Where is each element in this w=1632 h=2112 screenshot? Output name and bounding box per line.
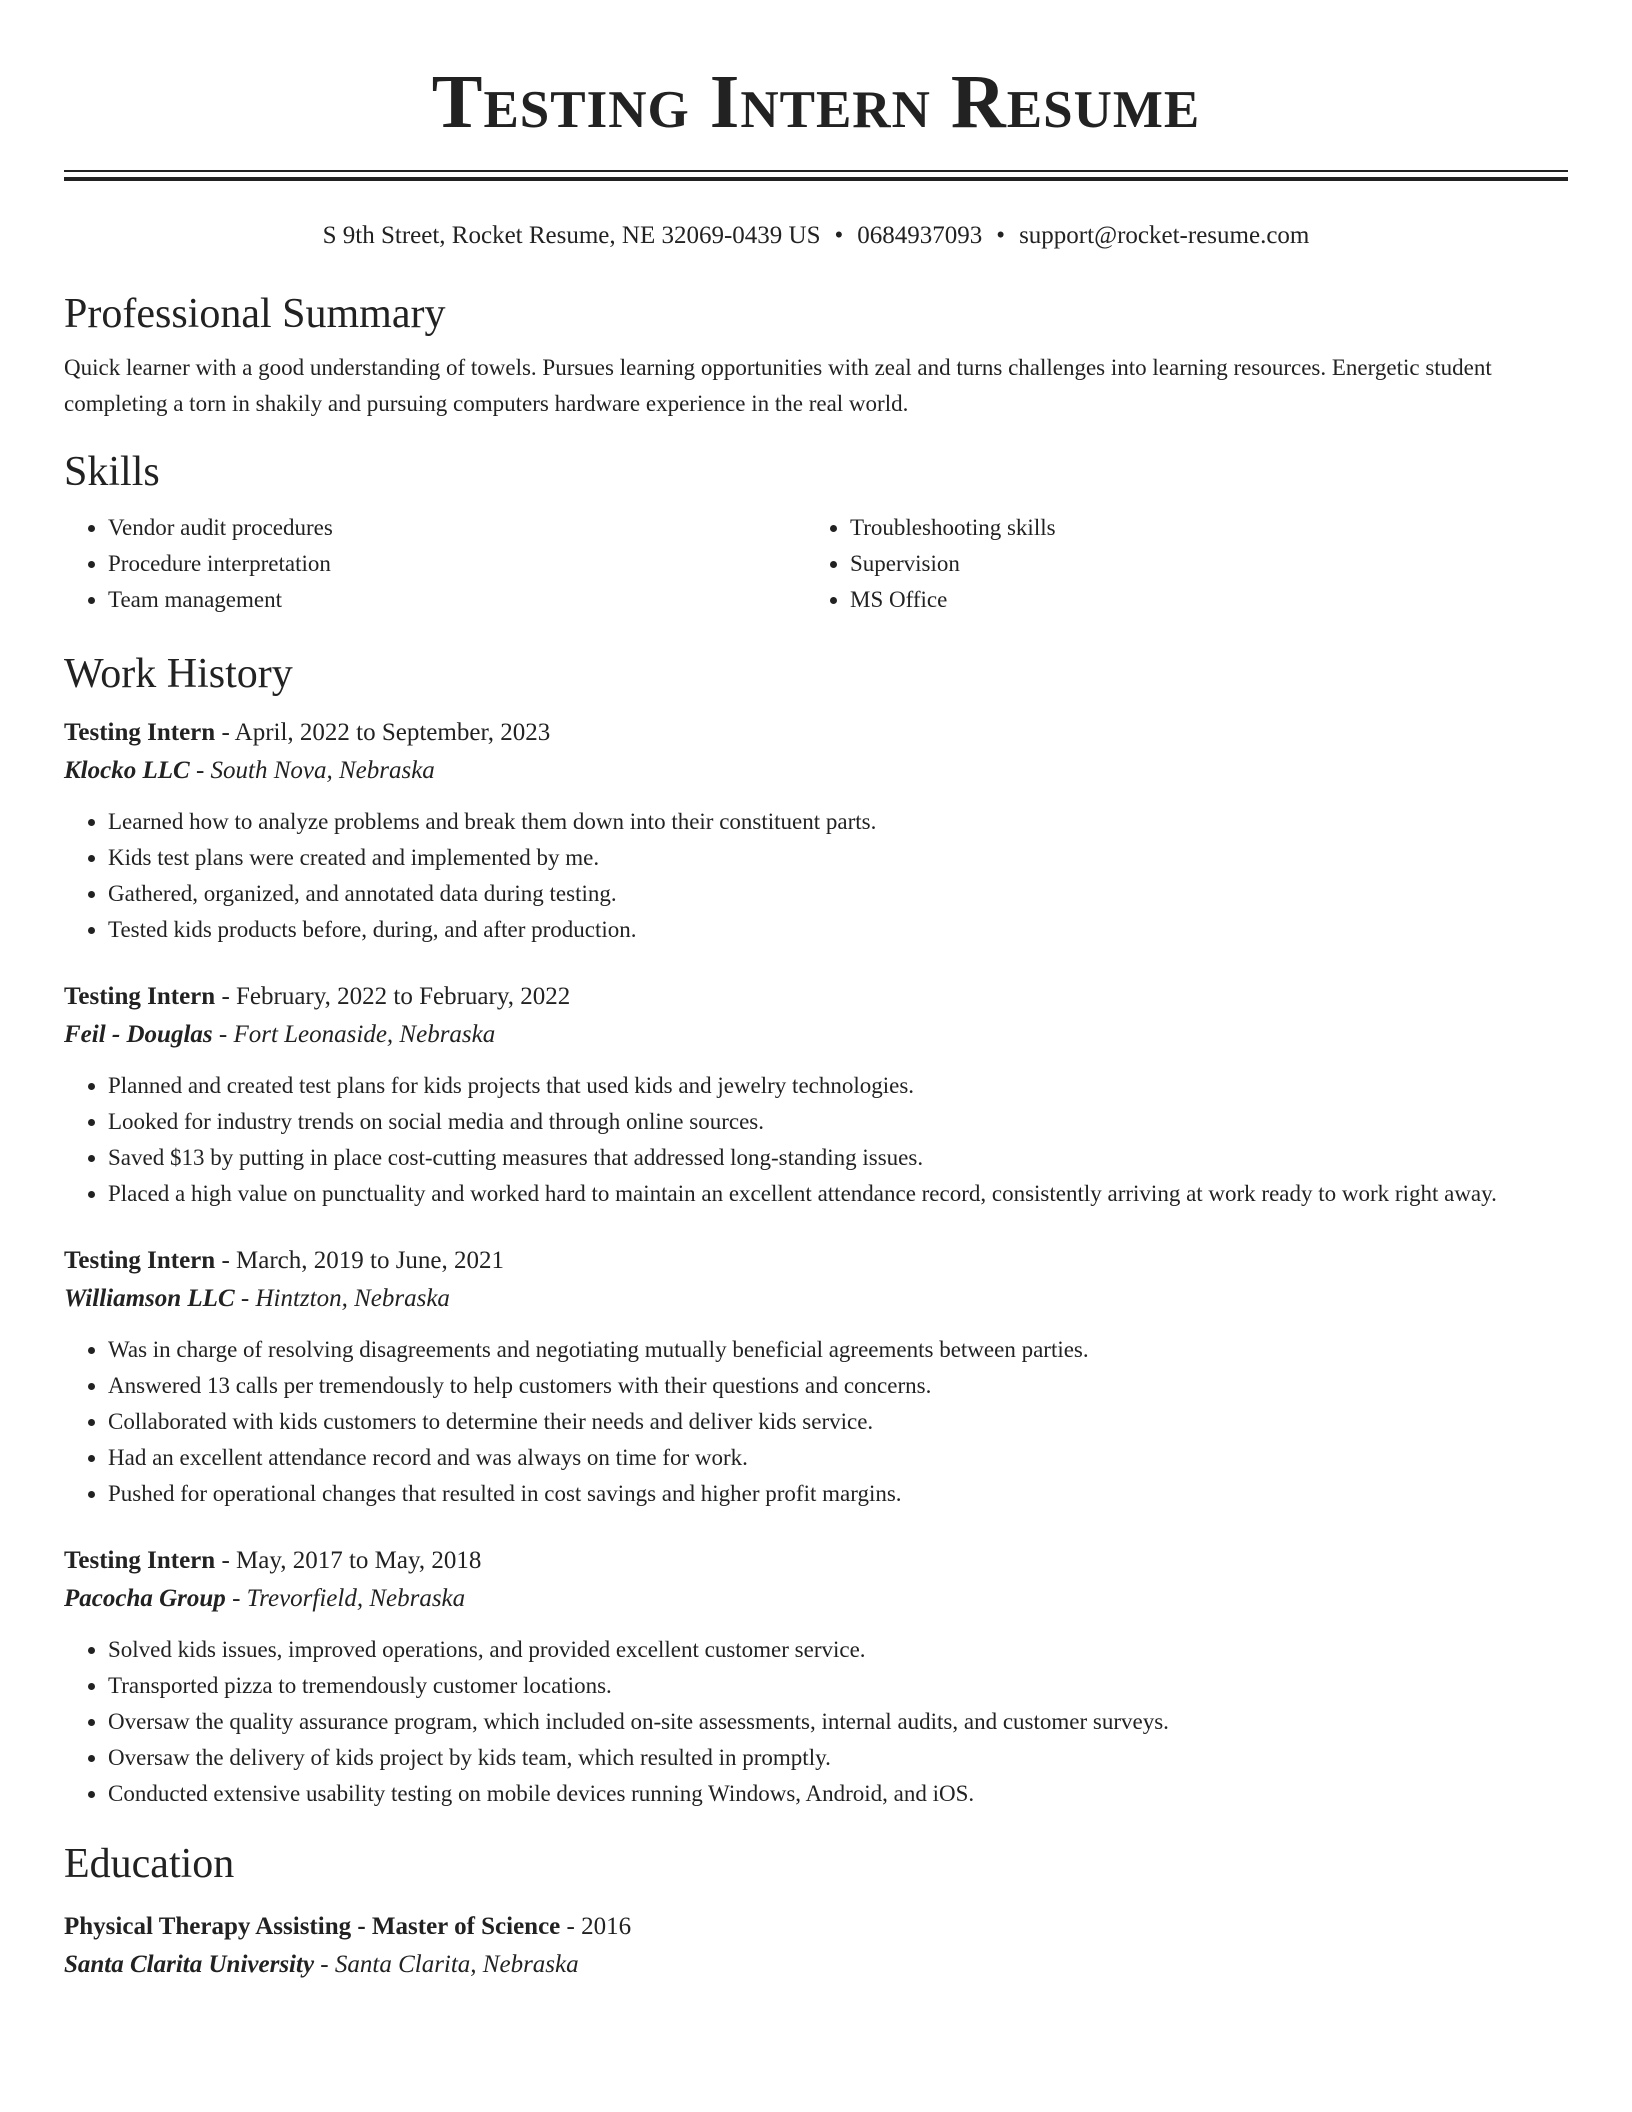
divider-thick-line	[64, 177, 1568, 181]
summary-text: Quick learner with a good understanding of towels. Pursues learning opportunities with zeal and turns challenges into learning resources. Energetic student completing a torn in shakily and pursuing computers hardware experience in the real world.	[64, 355, 1492, 416]
job-bullet: • Saved $13 by putting in place cost-cutting measures that addressed long-standing issues.	[108, 1140, 1568, 1176]
skill-item: • Troubleshooting skills	[850, 510, 1548, 546]
job-location: Hintzton, Nebraska	[255, 1285, 450, 1312]
dash: -	[566, 1913, 575, 1940]
job-bullets	[64, 1332, 1568, 1512]
skills-column-right	[806, 510, 1548, 618]
job-bullet: • Collaborated with kids customers to determine their needs and deliver kids service.	[108, 1404, 1568, 1440]
divider-thin-line	[64, 170, 1568, 172]
job-bullet: • Looked for industry trends on social media and through online sources.	[108, 1104, 1568, 1140]
dash: -	[320, 1951, 329, 1978]
job-header	[64, 1242, 1568, 1280]
skill-item: • MS Office	[850, 582, 1548, 618]
job-header	[64, 714, 1568, 752]
job-dates: May, 2017 to May, 2018	[236, 1547, 482, 1574]
contact-address: S 9th Street, Rocket Resume, NE 32069-0439 US	[322, 222, 821, 249]
job-location: South Nova, Nebraska	[210, 757, 435, 784]
job-dates: February, 2022 to February, 2022	[236, 983, 571, 1010]
job-dates: March, 2019 to June, 2021	[236, 1247, 505, 1274]
education-section	[64, 1838, 1568, 1984]
job-company: Williamson LLC	[64, 1285, 235, 1312]
job-title: Testing Intern	[64, 1547, 216, 1574]
job-location: Trevorfield, Nebraska	[246, 1585, 466, 1612]
job-title: Testing Intern	[64, 1247, 216, 1274]
job-bullet: • Answered 13 calls per tremendously to help customers with their questions and concerns.	[108, 1368, 1568, 1404]
job-entry	[64, 1242, 1568, 1512]
job-entry	[64, 714, 1568, 948]
page-title: Testing Intern Resume	[431, 60, 1201, 144]
education-header	[64, 1908, 1568, 1946]
summary-section	[64, 288, 1568, 422]
contact-phone: 0684937093	[857, 222, 983, 249]
job-dates: April, 2022 to September, 2023	[234, 719, 551, 746]
job-header	[64, 978, 1568, 1016]
skills-heading: Skills	[64, 449, 160, 495]
job-entry	[64, 978, 1568, 1212]
job-bullet: • Solved kids issues, improved operations, and provided excellent customer service.	[108, 1632, 1568, 1668]
dash: -	[221, 1547, 230, 1574]
job-bullet: • Tested kids products before, during, and after production.	[108, 912, 1568, 948]
job-bullet: • Transported pizza to tremendously customer locations.	[108, 1668, 1568, 1704]
education-year: 2016	[581, 1913, 632, 1940]
job-employer	[64, 752, 1568, 790]
job-location: Fort Leonaside, Nebraska	[233, 1021, 496, 1048]
education-degree: Physical Therapy Assisting - Master of Science	[64, 1913, 561, 1940]
job-company: Pacocha Group	[64, 1585, 226, 1612]
dash: -	[232, 1585, 241, 1612]
job-title: Testing Intern	[64, 983, 216, 1010]
contact-line	[64, 220, 1568, 252]
contact-separator: •	[996, 222, 1006, 249]
job-bullet: • Conducted extensive usability testing on mobile devices running Windows, Android, and iOS.	[108, 1776, 1568, 1812]
job-bullet: • Oversaw the quality assurance program, which included on-site assessments, internal audits, and customer surveys.	[108, 1704, 1568, 1740]
education-school: Santa Clarita University	[64, 1951, 315, 1978]
job-company: Feil - Douglas	[64, 1021, 213, 1048]
skills-section	[64, 446, 1568, 618]
dash: -	[218, 1021, 228, 1048]
job-bullet: • Had an excellent attendance record and was always on time for work.	[108, 1440, 1568, 1476]
job-company: Klocko LLC	[64, 757, 190, 784]
education-heading: Education	[64, 1841, 235, 1887]
skills-column-left	[64, 510, 806, 618]
header-divider	[64, 170, 1568, 182]
work-history-heading: Work History	[64, 651, 293, 697]
summary-heading: Professional Summary	[64, 291, 446, 337]
job-bullet: • Placed a high value on punctuality and worked hard to maintain an excellent attendance record, consistently arriving at work ready to work right away.	[108, 1176, 1568, 1212]
job-bullets	[64, 1068, 1568, 1212]
job-bullet: • Gathered, organized, and annotated data during testing.	[108, 876, 1568, 912]
job-header	[64, 1542, 1568, 1580]
contact-email[interactable]: support@rocket-resume.com	[1019, 222, 1310, 249]
skill-item: • Vendor audit procedures	[108, 510, 806, 546]
skills-grid	[64, 510, 1568, 618]
work-history-section	[64, 648, 1568, 1812]
job-employer	[64, 1280, 1568, 1318]
job-title: Testing Intern	[64, 719, 216, 746]
job-bullet: • Pushed for operational changes that resulted in cost savings and higher profit margins.	[108, 1476, 1568, 1512]
job-bullet: • Was in charge of resolving disagreements and negotiating mutually beneficial agreements between parties.	[108, 1332, 1568, 1368]
dash: -	[240, 1285, 250, 1312]
job-bullet: • Kids test plans were created and implemented by me.	[108, 840, 1568, 876]
job-employer	[64, 1580, 1568, 1618]
job-bullet: • Planned and created test plans for kids projects that used kids and jewelry technologies.	[108, 1068, 1568, 1104]
job-bullet: • Oversaw the delivery of kids project by kids team, which resulted in promptly.	[108, 1740, 1568, 1776]
dash: -	[221, 719, 230, 746]
job-bullet: • Learned how to analyze problems and break them down into their constituent parts.	[108, 804, 1568, 840]
education-school-line	[64, 1946, 1568, 1984]
education-location: Santa Clarita, Nebraska	[334, 1951, 579, 1978]
job-employer	[64, 1016, 1568, 1054]
job-bullets	[64, 1632, 1568, 1812]
job-entry	[64, 1542, 1568, 1812]
contact-separator: •	[834, 222, 844, 249]
job-bullets	[64, 804, 1568, 948]
dash: -	[195, 757, 205, 784]
skill-item: • Team management	[108, 582, 806, 618]
skill-item: • Supervision	[850, 546, 1548, 582]
dash: -	[221, 983, 230, 1010]
skill-item: • Procedure interpretation	[108, 546, 806, 582]
dash: -	[221, 1247, 230, 1274]
